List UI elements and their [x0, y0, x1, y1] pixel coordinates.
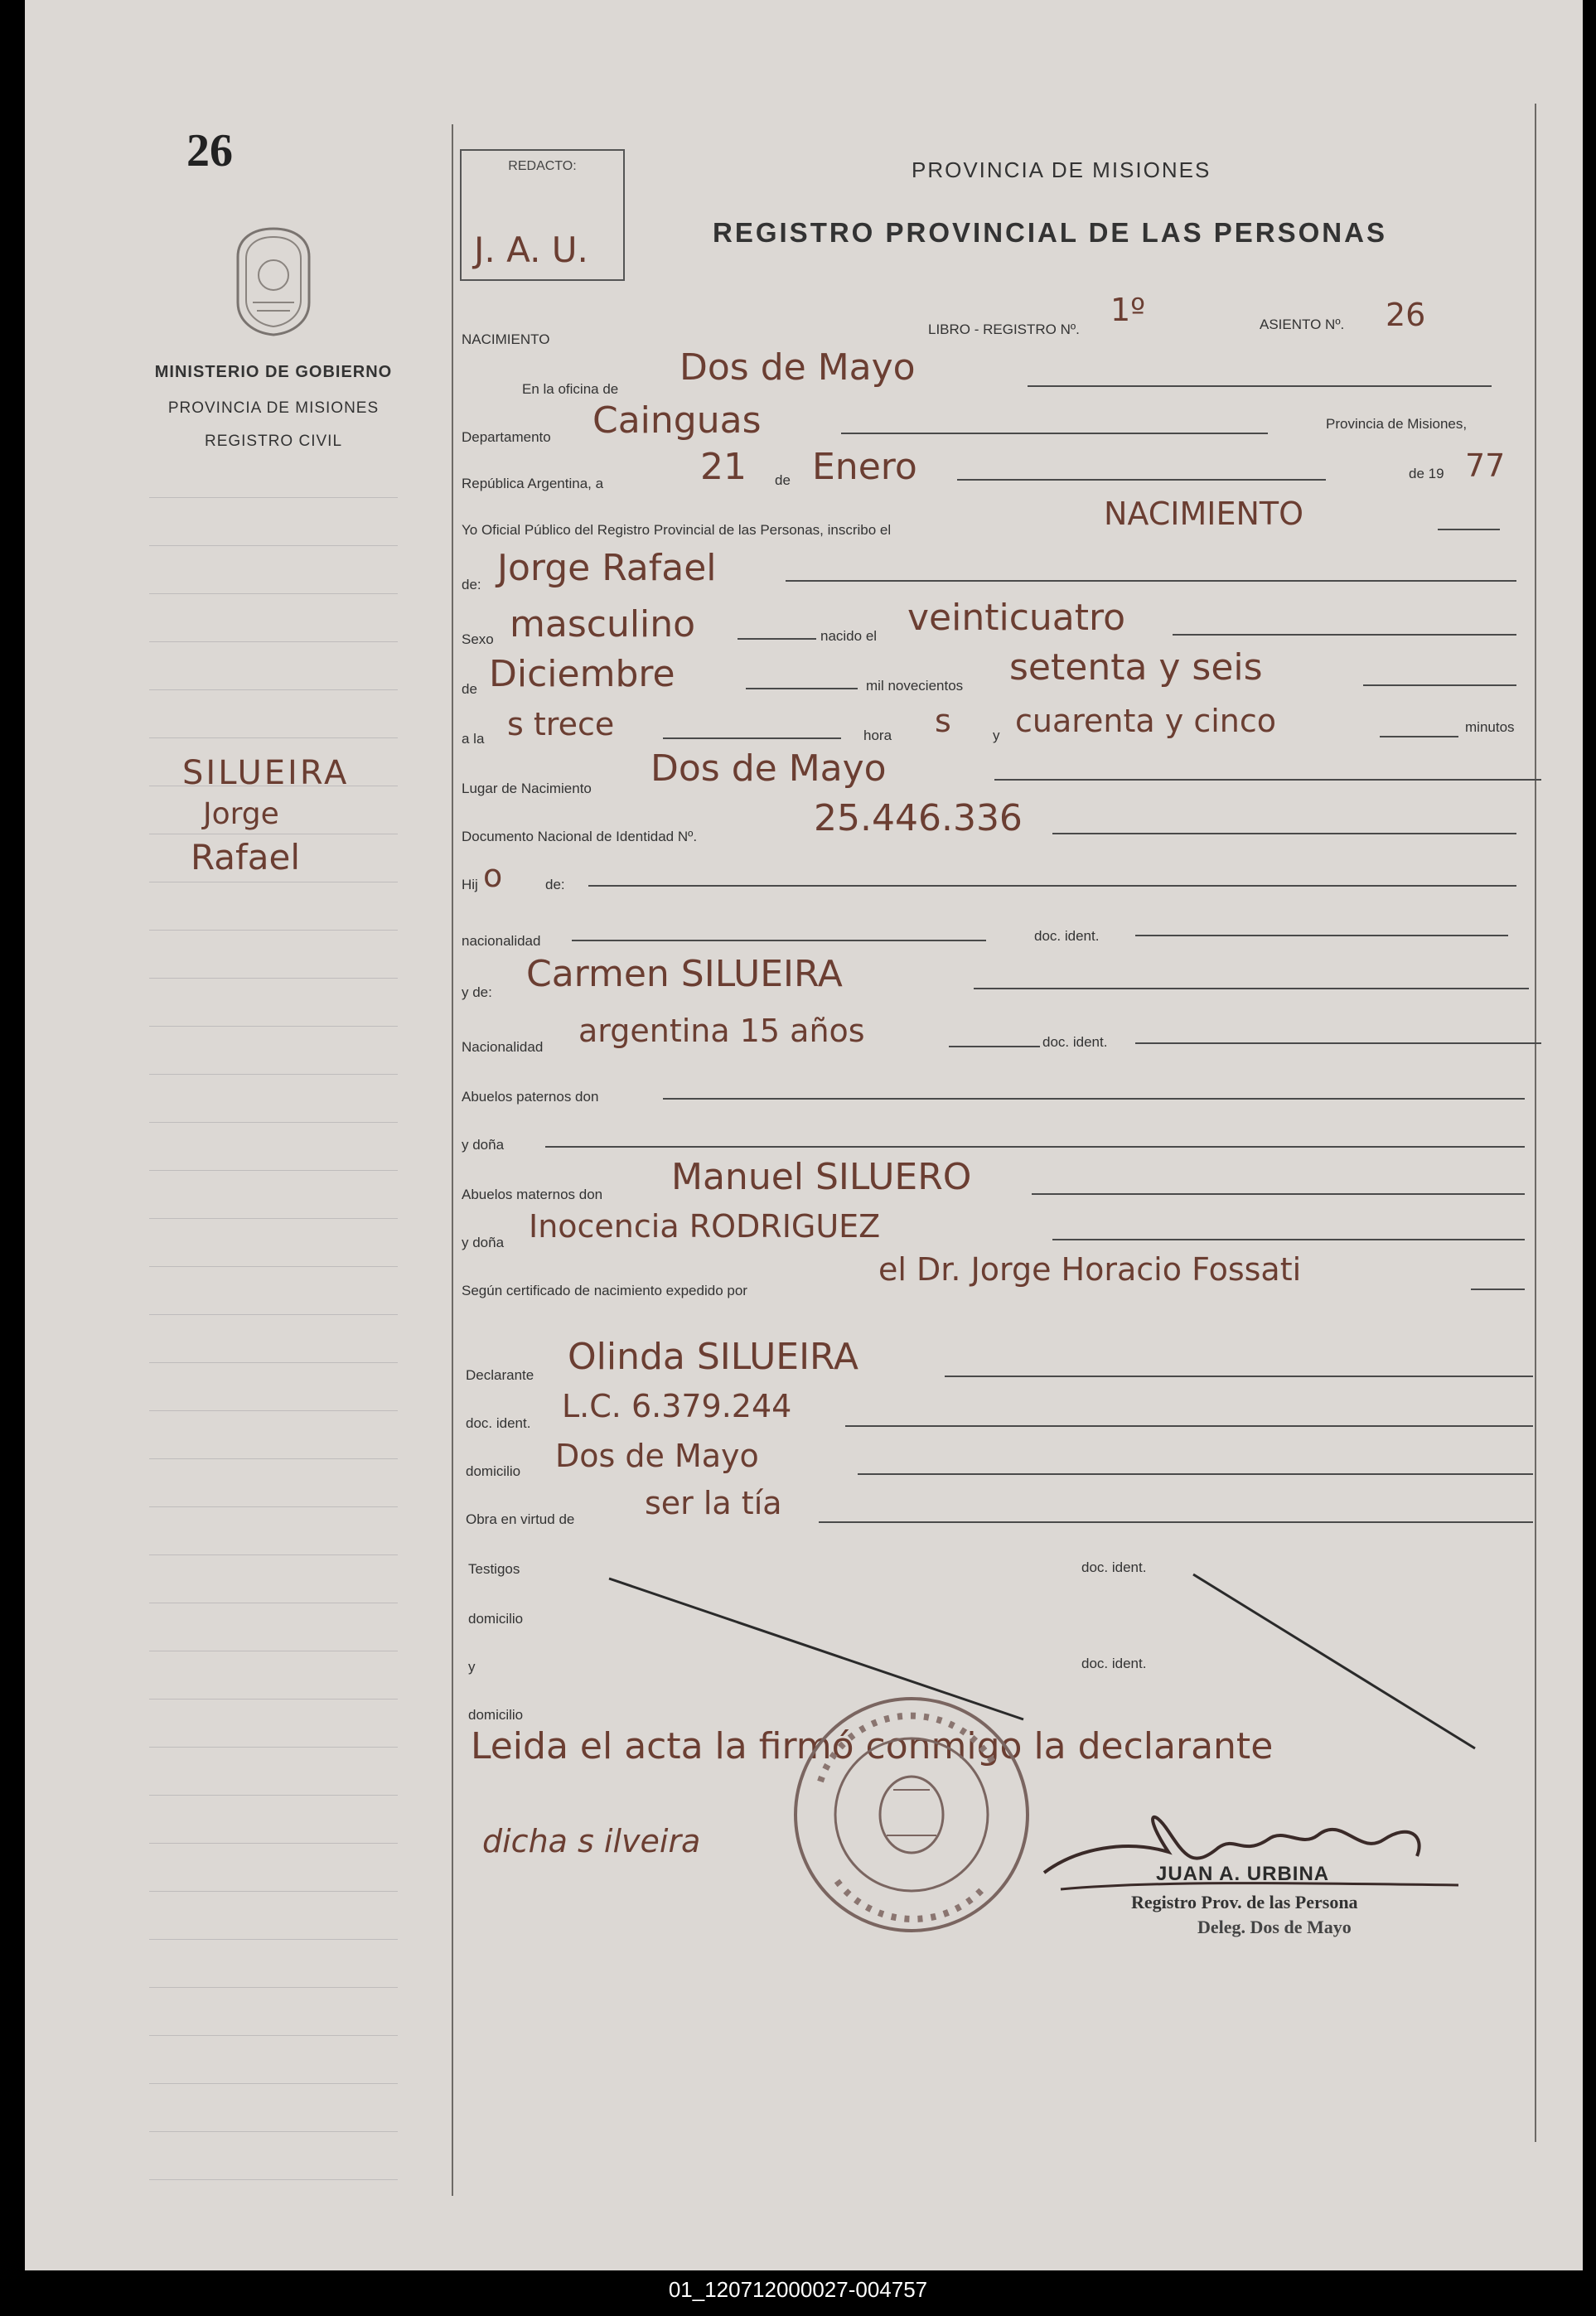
- margin-ruling-line: [149, 593, 398, 594]
- section-label: NACIMIENTO: [462, 331, 550, 347]
- abuela-materna-line: [1052, 1239, 1525, 1240]
- declarant-signature: dicha s ilveira: [482, 1823, 701, 1859]
- lugar-value: Dos de Mayo: [650, 747, 887, 790]
- certificado-line: [1471, 1289, 1525, 1290]
- nacionalidad2-line: [949, 1046, 1040, 1047]
- margin-ruling-line: [149, 2083, 398, 2084]
- abuelo-materno-value: Manuel SILUERO: [671, 1156, 972, 1198]
- margin-ruling-line: [149, 1266, 398, 1267]
- header-title: REGISTRO PROVINCIAL DE LAS PERSONAS: [713, 217, 1387, 248]
- margin-ruling-line: [149, 930, 398, 931]
- domicilio1-label: domicilio: [466, 1463, 521, 1479]
- docident3-line: [845, 1425, 1533, 1427]
- official-title: Registro Prov. de las Persona: [1131, 1892, 1358, 1912]
- provincial-emblem-icon: [228, 224, 319, 340]
- libro-value: 1º: [1110, 292, 1146, 328]
- margin-ruling-line: [149, 1554, 398, 1555]
- horas-suffix: s: [935, 703, 951, 739]
- padre-line: [588, 885, 1516, 887]
- docident1-line: [1135, 935, 1508, 936]
- departamento-value: Cainguas: [592, 399, 762, 442]
- acto-value: NACIMIENTO: [1104, 496, 1304, 532]
- dni-line: [1052, 833, 1516, 834]
- madre-value: Carmen SILUEIRA: [526, 953, 843, 995]
- margin-ruling-line: [149, 1362, 398, 1363]
- margin-ruling-line: [149, 1314, 398, 1315]
- birth-month-value: Diciembre: [489, 653, 675, 695]
- margin-ruling-line: [149, 1410, 398, 1411]
- nacido-line: [1173, 634, 1516, 636]
- province-label: PROVINCIA DE MISIONES: [167, 399, 380, 417]
- republica-label: República Argentina, a: [462, 476, 604, 491]
- acto-line: [1438, 529, 1500, 530]
- declarante-value: Olinda SILUEIRA: [568, 1336, 858, 1378]
- abuelo-materno-line: [1032, 1193, 1525, 1195]
- y-dona1-label: y doña: [462, 1137, 505, 1153]
- certificado-label: Según certificado de nacimiento expedido por: [462, 1283, 747, 1298]
- oficina-label: En la oficina de: [522, 381, 619, 397]
- testigos-label: Testigos: [468, 1561, 520, 1577]
- margin-ruling-line: [149, 1170, 398, 1171]
- oficina-line: [1028, 385, 1492, 387]
- obra-line: [819, 1521, 1533, 1523]
- year-value: 77: [1465, 447, 1506, 484]
- hijo-label: Hij: [462, 877, 478, 892]
- asiento-label: ASIENTO Nº.: [1260, 317, 1345, 332]
- margin-ruling-line: [149, 641, 398, 642]
- domicilio1-value: Dos de Mayo: [555, 1438, 759, 1474]
- sexo-line: [738, 638, 816, 640]
- hora-value: s trece: [507, 706, 615, 742]
- header-province: PROVINCIA DE MISIONES: [912, 157, 1212, 182]
- document-page: [25, 0, 1583, 2270]
- margin-ruling-line: [149, 545, 398, 546]
- sexo-value: masculino: [510, 603, 696, 645]
- margin-ruling-line: [149, 737, 398, 738]
- registry-label: REGISTRO CIVIL: [204, 433, 343, 450]
- sexo-label: Sexo: [462, 631, 494, 647]
- margin-ruling-line: [149, 1074, 398, 1075]
- hijo-suffix: o: [483, 858, 503, 894]
- day-value: 21: [700, 446, 747, 488]
- margin-second-name: Rafael: [191, 837, 301, 878]
- nacionalidad2-value: argentina 15 años: [578, 1013, 865, 1049]
- right-border-line: [1535, 104, 1536, 2142]
- left-border-line: [452, 124, 453, 2196]
- de2-label: de: [462, 681, 477, 697]
- nacionalidad1-label: nacionalidad: [462, 933, 541, 949]
- horas-label: hora: [863, 728, 892, 743]
- domicilio2-label: domicilio: [468, 1611, 524, 1627]
- margin-ruling-line: [149, 1987, 398, 1988]
- name-line: [786, 580, 1516, 582]
- margin-ruling-line: [149, 1699, 398, 1700]
- margin-ruling-line: [149, 1843, 398, 1844]
- official-name: JUAN A. URBINA: [1156, 1863, 1330, 1885]
- obra-value: ser la tía: [645, 1485, 782, 1521]
- madre-line: [974, 988, 1529, 989]
- child-name-value: Jorge Rafael: [497, 547, 717, 589]
- date-line: [957, 479, 1326, 481]
- docident3-label: doc. ident.: [466, 1415, 531, 1431]
- asiento-value: 26: [1386, 297, 1426, 333]
- birth-year-line: [1363, 684, 1516, 686]
- minutos-label: minutos: [1465, 719, 1515, 735]
- dni-label: Documento Nacional de Identidad Nº.: [462, 829, 698, 844]
- official-delegation: Deleg. Dos de Mayo: [1197, 1917, 1352, 1937]
- margin-surname: SILUEIRA: [182, 754, 350, 792]
- certificado-value: el Dr. Jorge Horacio Fossati: [878, 1251, 1302, 1288]
- declarante-line: [945, 1376, 1533, 1377]
- abuelos-maternos-label: Abuelos maternos don: [462, 1187, 603, 1202]
- page-number: 26: [186, 125, 233, 176]
- margin-ruling-line: [149, 1795, 398, 1796]
- docident1-label: doc. ident.: [1034, 928, 1100, 944]
- closing-statement: Leida el acta la firmó conmigo la declarante: [471, 1725, 1274, 1767]
- margin-ruling-line: [149, 2179, 398, 2180]
- margin-ruling-line: [149, 1458, 398, 1459]
- obra-label: Obra en virtud de: [466, 1511, 575, 1527]
- lugar-line: [994, 779, 1541, 781]
- docident2-label: doc. ident.: [1042, 1034, 1108, 1050]
- de-label: de: [775, 472, 791, 488]
- docident5-label: doc. ident.: [1081, 1656, 1147, 1671]
- hora-line: [663, 737, 841, 739]
- margin-ruling-line: [149, 1939, 398, 1940]
- libro-label: LIBRO - REGISTRO Nº.: [928, 322, 1080, 337]
- year-label: de 19: [1409, 466, 1444, 481]
- hijo-de-label: de:: [545, 877, 565, 892]
- archive-id: 01_120712000027-004757: [668, 2277, 928, 2302]
- nacionalidad2-label: Nacionalidad: [462, 1039, 544, 1055]
- y2-label: y: [468, 1659, 476, 1675]
- departamento-line: [841, 433, 1268, 434]
- margin-first-name: Jorge: [203, 797, 279, 831]
- abuela-materna-value: Inocencia RODRIGUEZ: [529, 1208, 881, 1245]
- abuelos-paternos-line: [663, 1098, 1525, 1100]
- margin-ruling-line: [149, 1026, 398, 1027]
- minutos-value: cuarenta y cinco: [1015, 703, 1277, 739]
- docident3-value: L.C. 6.379.244: [562, 1388, 792, 1424]
- month-value: Enero: [812, 446, 917, 488]
- redacto-initials: J. A. U.: [474, 230, 588, 270]
- margin-ruling-line: [149, 497, 398, 498]
- margin-ruling-line: [149, 2035, 398, 2036]
- provincia-label: Provincia de Misiones,: [1326, 416, 1468, 432]
- domicilio3-label: domicilio: [468, 1707, 524, 1723]
- margin-ruling-line: [149, 1747, 398, 1748]
- redacto-box: [460, 149, 625, 281]
- margin-ruling-line: [149, 1122, 398, 1123]
- abuela-paterna-line: [545, 1146, 1525, 1148]
- margin-ruling-line: [149, 978, 398, 979]
- y-dona2-label: y doña: [462, 1235, 505, 1250]
- lugar-label: Lugar de Nacimiento: [462, 781, 592, 796]
- left-margin-column: [25, 0, 418, 2237]
- mil-label: mil novecientos: [866, 678, 964, 694]
- ministry-label: MINISTERIO DE GOBIERNO: [154, 363, 393, 381]
- abuelos-paternos-label: Abuelos paternos don: [462, 1089, 599, 1105]
- a-las-label: a la: [462, 731, 485, 747]
- oficial-label: Yo Oficial Público del Registro Provincial de las Personas, inscribo el: [462, 522, 892, 538]
- registry-seal-icon: [787, 1690, 1036, 1939]
- departamento-label: Departamento: [462, 429, 551, 445]
- minutos-line: [1380, 736, 1458, 737]
- docident4-label: doc. ident.: [1081, 1559, 1147, 1575]
- margin-ruling-line: [149, 689, 398, 690]
- dni-value: 25.446.336: [814, 797, 1023, 839]
- margin-ruling-line: [149, 1891, 398, 1892]
- nacido-label: nacido el: [820, 628, 878, 644]
- redacto-label: REDACTO:: [508, 159, 577, 173]
- domicilio1-line: [858, 1473, 1533, 1475]
- margin-ruling-line: [149, 1218, 398, 1219]
- nacido-value: veinticuatro: [907, 597, 1126, 639]
- birth-month-line: [746, 688, 858, 689]
- nacionalidad1-line: [572, 940, 986, 941]
- margin-ruling-line: [149, 1506, 398, 1507]
- birth-year-value: setenta y seis: [1009, 646, 1263, 689]
- y-label: y: [993, 728, 1000, 743]
- margin-ruling-line: [149, 2131, 398, 2132]
- oficina-value: Dos de Mayo: [680, 346, 916, 389]
- declarante-label: Declarante: [466, 1367, 534, 1383]
- docident2-line: [1135, 1042, 1541, 1044]
- de-nombre-label: de:: [462, 577, 481, 592]
- y-de-label: y de:: [462, 984, 492, 1000]
